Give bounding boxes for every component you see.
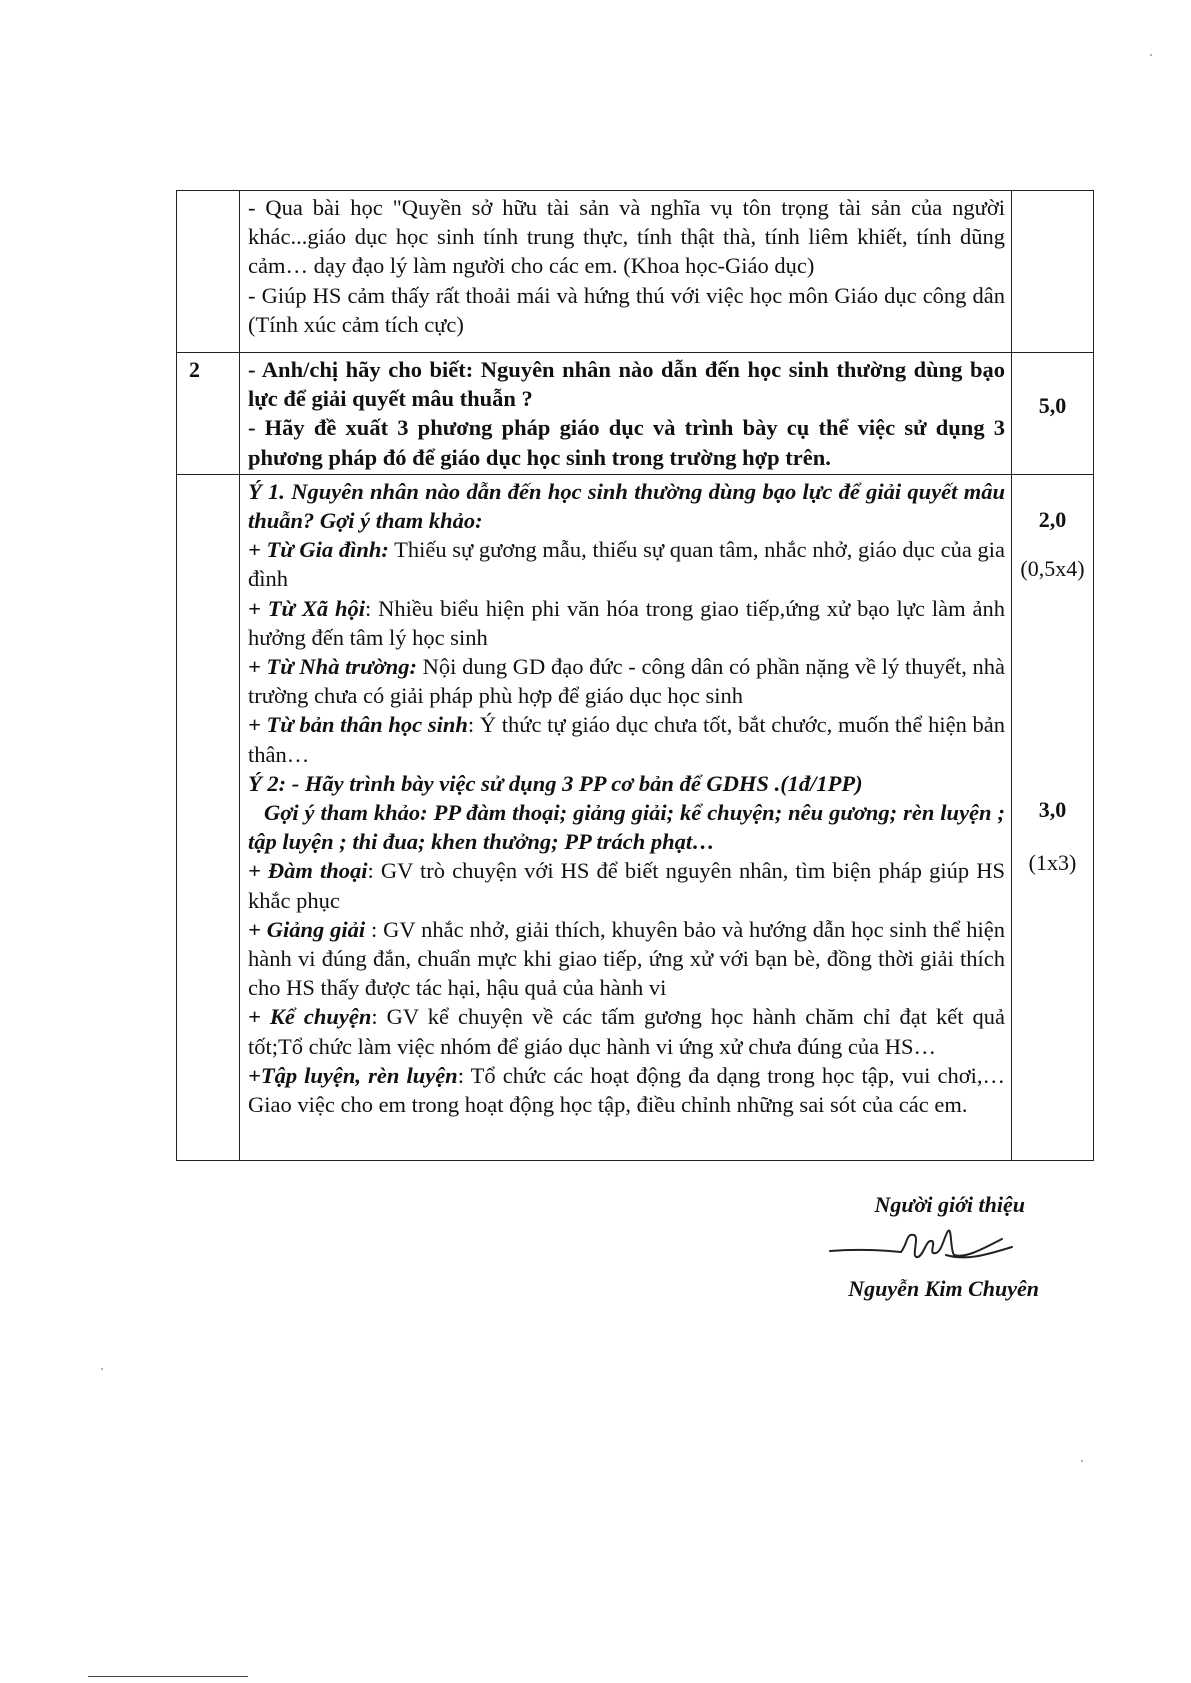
score-value: 3,0 xyxy=(1038,797,1067,823)
item-text: : GV nhắc nhở, giải thích, khuyên bảo và hướng dẫn học sinh thể hiện hành vi đúng đắn, chuẩn mực khi giao tiếp, ứng xử với bạn bè, đồng thời giải thích cho HS thấy được tác hại, hậu quả của hành vi xyxy=(248,916,1006,1001)
item-text: : Nhiều biểu hiện phi văn hóa trong giao tiếp,ứng xử bạo lực làm ảnh hưởng đến tâm lý học sinh xyxy=(248,595,1005,650)
y1-item xyxy=(248,710,1005,768)
score-cell xyxy=(1012,353,1094,475)
score-detail: (0,5x4) xyxy=(1020,556,1085,582)
y2-item xyxy=(248,1002,1005,1060)
y2-item xyxy=(248,915,1005,1003)
table-row xyxy=(177,191,1094,353)
answer-cell xyxy=(240,474,1012,1160)
y2-hint: Gợi ý tham khảo: PP đàm thoại; giảng giải; kể chuyện; nêu gương; rèn luyện ; tập luyện ; thi đua; khen thưởng; PP trách phạt… xyxy=(248,800,1005,855)
y1-item xyxy=(248,594,1005,652)
y1-heading: Ý 1. Nguyên nhân nào dẫn đến học sinh thường dùng bạo lực để giải quyết mâu thuẫn? Gợi ý tham khảo: xyxy=(248,478,1005,534)
item-label: + Giảng giải xyxy=(248,916,366,942)
item-text: : GV trò chuyện với HS để biết nguyên nhân, tìm biện pháp giúp HS khắc phục xyxy=(248,858,1005,913)
signatory-name: Nguyễn Kim Chuyên xyxy=(848,1276,1039,1301)
question-cell xyxy=(240,353,1012,475)
item-text: : Tổ chức các hoạt động đa dạng trong học tập, vui chơi,…Giao việc cho em trong hoạt động học tập, điều chỉnh những sai sót của các em. xyxy=(248,1062,1005,1118)
score-cell xyxy=(1012,474,1094,1160)
y1-item xyxy=(248,652,1005,710)
item-text: : Ý thức tự giáo dục chưa tốt, bắt chước, muốn thể hiện bản thân… xyxy=(248,712,1005,767)
row-number-cell xyxy=(177,191,240,353)
content-cell xyxy=(240,191,1012,353)
question-number: 2 xyxy=(189,357,200,382)
scan-speck xyxy=(101,1368,103,1370)
item-text: Thiếu sự gương mẫu, thiếu sự quan tâm, nhắc nhở, giáo dục của gia đình xyxy=(248,537,1005,592)
table-row xyxy=(177,353,1094,475)
footnote-divider xyxy=(88,1676,248,1677)
handwritten-signature xyxy=(826,1225,1016,1271)
item-label: + Từ Gia đình: xyxy=(248,537,389,563)
scan-speck xyxy=(1081,1460,1083,1462)
item-label: + Từ bản thân học sinh xyxy=(248,712,468,738)
y2-item xyxy=(248,856,1005,914)
question-line: - Hãy đề xuất 3 phương pháp giáo dục và trình bày cụ thể việc sử dụng 3 phương pháp đó để giáo dục học sinh trong trường hợp trên. xyxy=(248,415,1005,470)
row-number-cell xyxy=(177,474,240,1160)
y1-item xyxy=(248,535,1005,593)
item-label: + Từ Xã hội xyxy=(248,595,366,621)
item-text: Nội dung GD đạo đức - công dân có phần nặng về lý thuyết, nhà trường chưa có giải pháp phù hợp để giáo dục học sinh xyxy=(248,654,1005,709)
y2-heading: Ý 2: - Hãy trình bày việc sử dụng 3 PP cơ bản để GDHS .(1đ/1PP) xyxy=(248,770,863,796)
row-number-cell xyxy=(177,353,240,475)
item-label: + Từ Nhà trường: xyxy=(248,654,417,680)
score-value: 5,0 xyxy=(1038,393,1067,418)
table-row xyxy=(177,474,1094,1160)
scan-speck xyxy=(1150,54,1152,56)
question-line: - Anh/chị hãy cho biết: Nguyên nhân nào dẫn đến học sinh thường dùng bạo lực để giải quyết mâu thuẫn ? xyxy=(248,357,1005,412)
score-value: 2,0 xyxy=(1038,506,1067,532)
paragraph: - Qua bài học "Quyền sở hữu tài sản và nghĩa vụ tôn trọng tài sản của người khác...giáo dục học sinh tính trung thực, tính thật thà, tính liêm khiết, tính dũng cảm… dạy đạo lý làm người cho các em. (Khoa học-Giáo dục) xyxy=(248,195,1005,279)
answer-table xyxy=(176,190,1094,1161)
score-cell xyxy=(1012,191,1094,353)
item-text: : GV kể chuyện về các tấm gương học hành chăm chỉ đạt kết quả tốt;Tổ chức làm việc nhóm để giáo dục hành vi ứng xử chưa đúng của HS… xyxy=(248,1004,1005,1059)
item-label: +Tập luyện, rèn luyện xyxy=(248,1062,458,1088)
item-label: + Đàm thoại xyxy=(248,858,368,884)
signature-title: Người giới thiệu xyxy=(874,1192,1025,1217)
paragraph: - Giúp HS cảm thấy rất thoải mái và hứng thú với việc học môn Giáo dục công dân (Tính xúc cảm tích cực) xyxy=(248,282,1005,337)
item-label: + Kể chuyện xyxy=(248,1004,372,1030)
score-detail: (1x3) xyxy=(1028,850,1077,876)
y2-item xyxy=(248,1061,1005,1119)
